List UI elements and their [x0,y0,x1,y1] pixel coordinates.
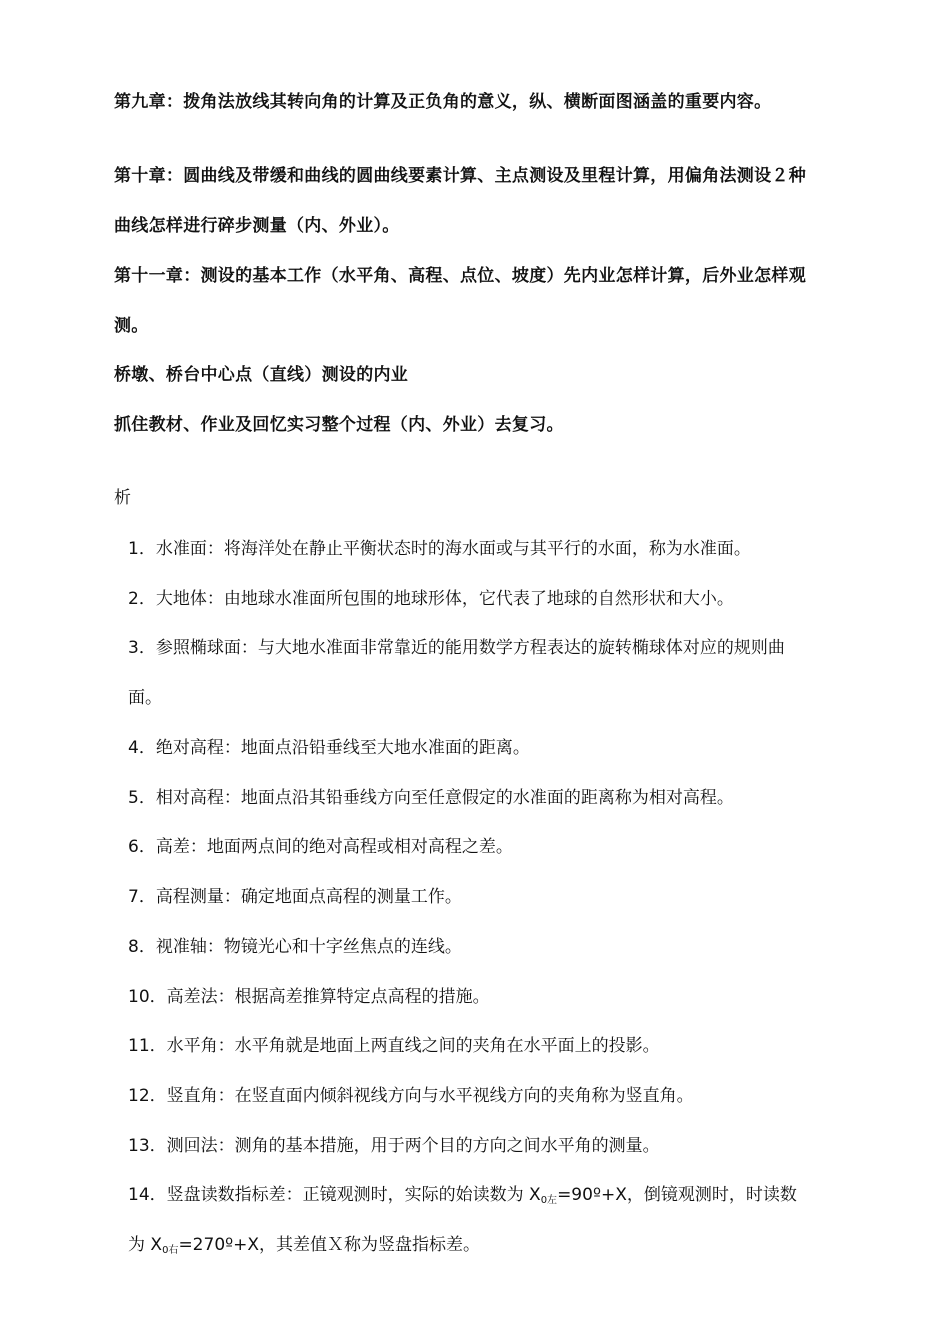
definition-item: 10．高差法：根据高差推算特定点高程的措施。 [128,987,490,1007]
definition-14-subscript-left: 0左 [540,1195,558,1206]
definition-item: 6．高差：地面两点间的绝对高程或相对高程之差。 [128,837,513,857]
definition-item: 8．视准轴：物镜光心和十字丝焦点的连线。 [128,937,462,957]
definition-14-subscript-right: 0右 [162,1245,179,1256]
chapter-11-summary-line1: 第十一章：测设的基本工作（水平角、高程、点位、坡度）先内业怎样计算，后外业怎样观 [114,266,806,286]
definition-item: 12．竖直角：在竖直面内倾斜视线方向与水平视线方向的夹角称为竖直角。 [128,1086,694,1106]
review-summary: 抓住教材、作业及回忆实习整个过程（内、外业）去复习。 [114,415,564,435]
definition-14-line1 [128,1183,797,1213]
definition-14-text-a: 14．竖盘读数指标差：正镜观测时，实际的始读数为 X [128,1185,541,1205]
definition-14-text-b: =90º+X，倒镜观测时，时读数 [557,1185,797,1205]
definition-item: 1．水准面：将海洋处在静止平衡状态时的海水面或与其平行的水面，称为水准面。 [128,539,751,559]
definition-item: 13．测回法：测角的基本措施，用于两个目的方向之间水平角的测量。 [128,1136,660,1156]
bridge-summary: 桥墩、桥台中心点（直线）测设的内业 [114,365,409,385]
definition-item: 7．高程测量：确定地面点高程的测量工作。 [128,887,462,907]
chapter-11-summary-line2: 测。 [114,316,149,336]
chapter-9-summary: 第九章：拨角法放线其转向角的计算及正负角的意义，纵、横断面图涵盖的重要内容。 [114,92,772,112]
definition-item: 11．水平角：水平角就是地面上两直线之间的夹角在水平面上的投影。 [128,1036,660,1056]
definition-item: 面。 [128,688,162,708]
definition-item: 5．相对高程：地面点沿其铅垂线方向至任意假定的水准面的距离称为相对高程。 [128,788,734,808]
definition-14-text-c: 为 X [128,1235,163,1255]
definition-item: 2．大地体：由地球水准面所包围的地球形体，它代表了地球的自然形状和大小。 [128,589,734,609]
section-title: 析 [114,488,131,508]
chapter-10-summary-line1: 第十章：圆曲线及带缓和曲线的圆曲线要素计算、主点测设及里程计算，用偏角法测设２种 [114,166,806,186]
chapter-10-summary-line2: 曲线怎样进行碎步测量（内、外业）。 [114,216,400,236]
definition-14-line2 [128,1233,480,1263]
definition-item: 3．参照椭球面：与大地水准面非常靠近的能用数学方程表达的旋转椭球体对应的规则曲 [128,638,785,658]
definition-item: 4．绝对高程：地面点沿铅垂线至大地水准面的距离。 [128,738,530,758]
definition-14-text-d: =270º+X，其差值Ｘ称为竖盘指标差。 [178,1235,481,1255]
